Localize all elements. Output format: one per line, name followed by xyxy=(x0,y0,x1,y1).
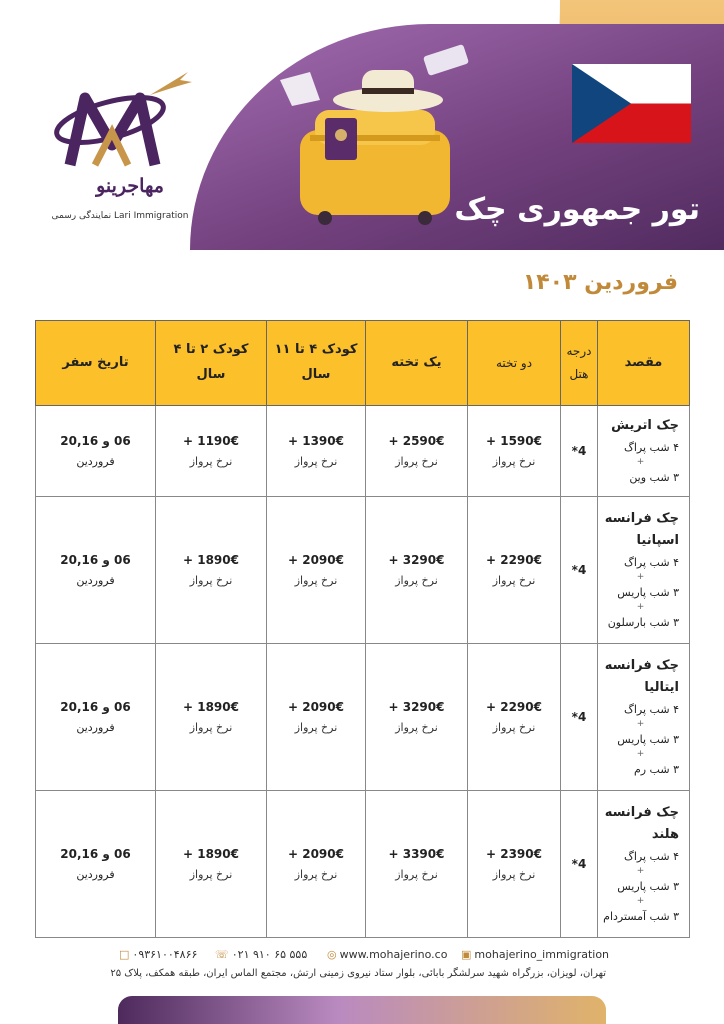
header-travel-date: تاریخ سفر xyxy=(36,321,156,406)
destination-name: چک فرانسه اسپانیا xyxy=(604,510,679,549)
flight-note: نرخ پرواز xyxy=(189,720,233,734)
destination-plus: + xyxy=(636,602,645,613)
tour-price-table xyxy=(35,320,690,938)
travel-month: فروردین xyxy=(76,573,115,587)
header-destination: مقصد xyxy=(598,321,690,406)
child-2-4-price-cell xyxy=(156,791,267,938)
child-4-11-price-cell xyxy=(267,791,366,938)
flight-note: نرخ پرواز xyxy=(294,720,338,734)
destination-name: چک اتریش xyxy=(611,417,679,433)
globe-icon: ◎ xyxy=(327,948,337,961)
single-price-cell xyxy=(366,497,468,644)
double-price-cell xyxy=(468,497,561,644)
price: 2090€ + xyxy=(288,699,344,714)
price: 1590€ + xyxy=(486,433,542,448)
flight-note: نرخ پرواز xyxy=(492,454,536,468)
brand-subtitle: نمایندگی رسمی Lari Immigration xyxy=(51,211,189,221)
price: 2290€ + xyxy=(486,699,542,714)
price: 3290€ + xyxy=(388,699,445,714)
travel-date: 06 و 20,16 xyxy=(60,699,131,714)
price: 1390€ + xyxy=(288,433,344,448)
website-url: www.mohajerino.co xyxy=(339,948,448,961)
travel-month: فروردین xyxy=(76,454,115,468)
single-price-cell xyxy=(366,406,468,497)
flight-note: نرخ پرواز xyxy=(492,867,536,881)
child-2-4-price-cell xyxy=(156,406,267,497)
hotel-grade-cell xyxy=(561,406,598,497)
child-4-11-price-cell xyxy=(267,406,366,497)
child-4-11-price-cell xyxy=(267,644,366,791)
flight-note: نرخ پرواز xyxy=(395,720,438,734)
website-link[interactable] xyxy=(324,948,447,961)
tour-month: فروردین ۱۴۰۳ xyxy=(522,270,678,295)
footer-gradient-bar xyxy=(118,996,606,1024)
hotel-grade: 4* xyxy=(571,562,587,577)
destination-line: ۴ شب پراگ xyxy=(624,440,679,454)
instagram-handle: mohajerino_immigration xyxy=(474,948,610,961)
double-price-cell xyxy=(468,406,561,497)
price: 1890€ + xyxy=(183,552,239,567)
destination-cell xyxy=(598,497,690,644)
table-row xyxy=(36,644,690,791)
flight-note: نرخ پرواز xyxy=(294,867,338,881)
hotel-grade-cell xyxy=(561,791,598,938)
header-single-room: یک تخته xyxy=(366,321,468,406)
travel-month: فروردین xyxy=(76,720,115,734)
destination-plus: + xyxy=(636,456,645,467)
single-price-cell xyxy=(366,791,468,938)
flight-note: نرخ پرواز xyxy=(294,454,338,468)
destination-line: ۳ شب رم xyxy=(633,763,679,777)
destination-plus: + xyxy=(636,572,645,583)
destination-line: ۳ شب بارسلون xyxy=(607,616,679,630)
price: 2290€ + xyxy=(486,552,542,567)
phone-contact[interactable] xyxy=(212,948,307,961)
hotel-grade: 4* xyxy=(571,443,587,458)
flight-note: نرخ پرواز xyxy=(189,454,233,468)
destination-line: ۴ شب پراگ xyxy=(624,703,679,717)
mobile-number: ۰۹۳۶۱۰۰۴۸۶۶ xyxy=(132,948,198,961)
destination-plus: + xyxy=(636,719,645,730)
price: 3290€ + xyxy=(388,552,445,567)
flight-note: نرخ پرواز xyxy=(492,720,536,734)
destination-plus: + xyxy=(636,866,645,877)
double-price-cell xyxy=(468,791,561,938)
destination-line: ۴ شب پراگ xyxy=(624,850,679,864)
destination-cell xyxy=(598,791,690,938)
mobile-icon: □ xyxy=(119,948,130,961)
travel-date: 06 و 20,16 xyxy=(60,846,131,861)
destination-line: ۳ شب پاریس xyxy=(617,733,679,747)
hotel-grade-cell xyxy=(561,497,598,644)
destination-name: چک فرانسه هلند xyxy=(604,804,679,843)
address-text: تهران، لویزان، بزرگراه شهید سرلشگر بابائی، بلوار ستاد نیروی زمینی ارتش، مجتمع الماس ایران، طبقه همکف، پلاک ۲۵ xyxy=(110,968,606,979)
instagram-icon: ▣ xyxy=(461,948,472,961)
destination-line: ۳ شب پاریس xyxy=(617,586,679,600)
flight-note: نرخ پرواز xyxy=(189,573,233,587)
child-4-11-price-cell xyxy=(267,497,366,644)
destination-plus: + xyxy=(636,749,645,760)
table-row xyxy=(36,406,690,497)
travel-date: 06 و 20,16 xyxy=(60,552,131,567)
header-double-room: دو تخته xyxy=(468,321,561,406)
flight-note: نرخ پرواز xyxy=(189,867,233,881)
price: 2090€ + xyxy=(288,552,344,567)
travel-date-cell xyxy=(36,406,156,497)
czech-flag-icon xyxy=(572,64,691,143)
single-price-cell xyxy=(366,644,468,791)
header-banner xyxy=(0,0,724,250)
flight-note: نرخ پرواز xyxy=(395,867,438,881)
travel-month: فروردین xyxy=(76,867,115,881)
price: 1190€ + xyxy=(183,433,239,448)
flight-note: نرخ پرواز xyxy=(395,573,438,587)
hotel-grade-cell xyxy=(561,644,598,791)
hotel-grade: 4* xyxy=(571,856,587,871)
destination-plus: + xyxy=(636,896,645,907)
price: 2390€ + xyxy=(486,846,542,861)
destination-cell xyxy=(598,644,690,791)
destination-cell xyxy=(598,406,690,497)
table-row xyxy=(36,791,690,938)
phone-number: ۰۲۱ ۹۱۰ ۶۵ ۵۵۵ xyxy=(231,948,308,961)
table-header-row xyxy=(36,321,690,406)
phone-icon: ☏ xyxy=(215,948,229,961)
header-child-4-11: کودک ۴ تا ۱۱ سال xyxy=(267,321,366,406)
travel-date-cell xyxy=(36,644,156,791)
flight-note: نرخ پرواز xyxy=(294,573,338,587)
page-title: تور جمهوری چک xyxy=(454,192,700,227)
price: 2090€ + xyxy=(288,846,344,861)
travel-date: 06 و 20,16 xyxy=(60,433,131,448)
price: 3390€ + xyxy=(388,846,445,861)
travel-date-cell xyxy=(36,791,156,938)
travel-date-cell xyxy=(36,497,156,644)
hotel-grade: 4* xyxy=(571,709,587,724)
destination-line: ۳ شب آمستردام xyxy=(603,910,679,924)
destination-name: چک فرانسه ایتالیا xyxy=(604,657,679,696)
flight-note: نرخ پرواز xyxy=(395,454,438,468)
table-row xyxy=(36,497,690,644)
header-child-2-4: کودک ۲ تا ۴ سال xyxy=(156,321,267,406)
destination-line: ۳ شب وین xyxy=(629,470,679,484)
flight-note: نرخ پرواز xyxy=(492,573,536,587)
child-2-4-price-cell xyxy=(156,644,267,791)
brand-name: مهاجرینو xyxy=(96,175,164,197)
destination-line: ۳ شب پاریس xyxy=(617,880,679,894)
price: 2590€ + xyxy=(388,433,445,448)
instagram-link[interactable] xyxy=(458,948,609,961)
double-price-cell xyxy=(468,644,561,791)
header-hotel-grade: درجه هتل xyxy=(561,321,598,406)
mohajerino-logo xyxy=(40,70,210,230)
price: 1890€ + xyxy=(183,699,239,714)
destination-line: ۴ شب پراگ xyxy=(624,556,679,570)
mobile-contact[interactable] xyxy=(116,948,197,961)
price: 1890€ + xyxy=(183,846,239,861)
child-2-4-price-cell xyxy=(156,497,267,644)
